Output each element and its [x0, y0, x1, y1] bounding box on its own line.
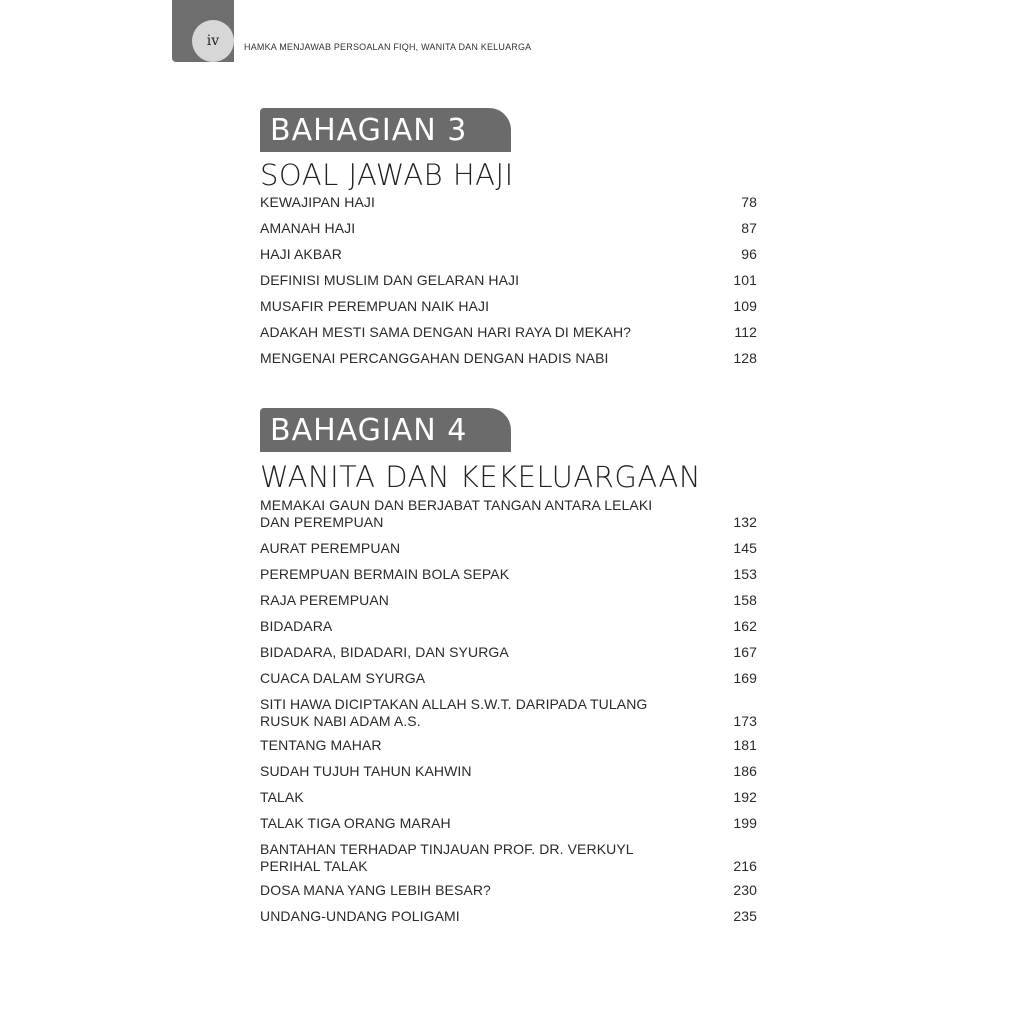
entry-page: 192	[733, 789, 757, 805]
entry-title: AMANAH HAJI	[260, 220, 356, 236]
entry-page: 181	[733, 737, 757, 753]
toc-entry[interactable]	[260, 592, 760, 609]
entry-page: 101	[733, 272, 757, 288]
entry-page: 235	[733, 908, 757, 924]
entry-page: 230	[733, 882, 757, 898]
entry-title: BANTAHAN TERHADAP TINJAUAN PROF. DR. VERKUYL PERIHAL TALAK	[260, 841, 634, 874]
entry-title: RAJA PEREMPUAN	[260, 592, 389, 608]
entry-title: TALAK TIGA ORANG MARAH	[260, 815, 451, 831]
part-label: BAHAGIAN 3	[260, 108, 511, 152]
toc-entry[interactable]	[260, 540, 760, 557]
entry-title: CUACA DALAM SYURGA	[260, 670, 426, 686]
entry-title: ADAKAH MESTI SAMA DENGAN HARI RAYA DI MEKAH?	[260, 324, 632, 340]
toc-entry[interactable]	[260, 298, 760, 315]
toc-entry[interactable]	[260, 737, 760, 754]
toc-entry[interactable]	[260, 272, 760, 289]
toc-entry[interactable]	[260, 194, 760, 211]
entry-title: UNDANG-UNDANG POLIGAMI	[260, 908, 460, 924]
toc-entry[interactable]	[260, 324, 760, 341]
entry-title: BIDADARA	[260, 618, 333, 634]
toc-entries	[260, 194, 760, 367]
part-label: BAHAGIAN 4	[260, 408, 511, 452]
toc-entry[interactable]	[260, 696, 760, 730]
toc-entry[interactable]	[260, 566, 760, 583]
entry-page: 132	[733, 514, 757, 530]
toc-entry[interactable]	[260, 497, 760, 531]
entry-title: TENTANG MAHAR	[260, 737, 382, 753]
entry-page: 153	[733, 566, 757, 582]
entry-title: DOSA MANA YANG LEBIH BESAR?	[260, 882, 491, 898]
entry-page: 216	[733, 858, 757, 874]
entry-title: MUSAFIR PEREMPUAN NAIK HAJI	[260, 298, 490, 314]
entry-title: MENGENAI PERCANGGAHAN DENGAN HADIS NABI	[260, 350, 609, 366]
entry-page: 78	[741, 194, 757, 210]
section-bahagian-4	[260, 408, 760, 925]
entry-page: 112	[734, 324, 757, 340]
entry-page: 87	[741, 220, 757, 236]
toc-entry[interactable]	[260, 670, 760, 687]
toc-entries	[260, 497, 760, 925]
toc-entry[interactable]	[260, 763, 760, 780]
toc-entry[interactable]	[260, 350, 760, 367]
entry-page: 162	[733, 618, 757, 634]
entry-title: SITI HAWA DICIPTAKAN ALLAH S.W.T. DARIPADA TULANG RUSUK NABI ADAM A.S.	[260, 696, 648, 729]
toc-entry[interactable]	[260, 908, 760, 925]
part-title: WANITA DAN KEKELUARGAAN	[260, 460, 702, 494]
entry-page: 109	[733, 298, 757, 314]
entry-page: 158	[733, 592, 757, 608]
entry-title: HAJI AKBAR	[260, 246, 342, 262]
toc-entry[interactable]	[260, 841, 760, 875]
entry-page: 96	[741, 246, 757, 262]
toc-entry[interactable]	[260, 220, 760, 237]
entry-title: BIDADARA, BIDADARI, DAN SYURGA	[260, 644, 509, 660]
entry-title: AURAT PEREMPUAN	[260, 540, 401, 556]
entry-title: TALAK	[260, 789, 304, 805]
entry-page: 173	[733, 713, 757, 729]
entry-page: 145	[733, 540, 757, 556]
part-title: SOAL JAWAB HAJI	[260, 158, 514, 192]
page-number: iv	[192, 20, 234, 62]
section-bahagian-3	[260, 108, 760, 367]
toc-entry[interactable]	[260, 618, 760, 635]
toc-entry[interactable]	[260, 246, 760, 263]
entry-page: 167	[733, 644, 757, 660]
entry-title: MEMAKAI GAUN DAN BERJABAT TANGAN ANTARA LELAKI DAN PEREMPUAN	[260, 497, 653, 530]
toc-entry[interactable]	[260, 815, 760, 832]
running-head: HAMKA MENJAWAB PERSOALAN FIQH, WANITA DAN KELUARGA	[244, 42, 532, 52]
entry-title: SUDAH TUJUH TAHUN KAHWIN	[260, 763, 472, 779]
toc-entry[interactable]	[260, 644, 760, 661]
toc-entry[interactable]	[260, 882, 760, 899]
entry-page: 169	[733, 670, 757, 686]
entry-title: PEREMPUAN BERMAIN BOLA SEPAK	[260, 566, 510, 582]
entry-title: DEFINISI MUSLIM DAN GELARAN HAJI	[260, 272, 520, 288]
toc-entry[interactable]	[260, 789, 760, 806]
entry-page: 199	[733, 815, 757, 831]
entry-page: 128	[733, 350, 757, 366]
entry-page: 186	[733, 763, 757, 779]
entry-title: KEWAJIPAN HAJI	[260, 194, 375, 210]
